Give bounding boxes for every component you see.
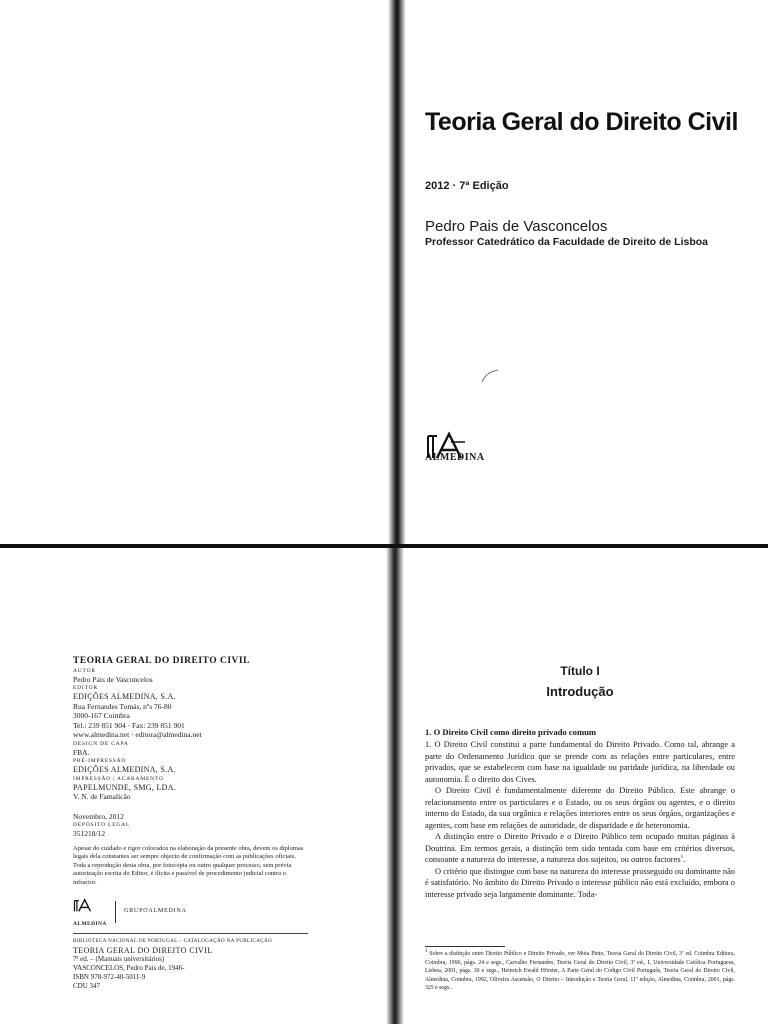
book-title: Teoria Geral do Direito Civil bbox=[425, 108, 738, 136]
footnote-number: 1 bbox=[425, 949, 428, 955]
publication-date: Novembro, 2012 bbox=[73, 811, 124, 821]
almedina-logo-icon bbox=[425, 424, 495, 470]
author-value: Pedro Pais de Vasconcelos bbox=[73, 674, 153, 684]
cover-value: FBA. bbox=[73, 747, 90, 757]
title-label: Título I bbox=[560, 664, 600, 678]
publisher-address-1: Rua Fernandes Tomás, nºs 76-80 bbox=[73, 701, 172, 711]
paragraph-3-text: A distinção entre o Direito Privado e o Direito Público tem ocupado muitas páginas à Doutrina. Em termos gerais, a distinção tem sido tentada com base em critérios diversos, consoante a natureza do interesse, a natureza dos sujeitos, ou outros factores bbox=[425, 832, 735, 864]
publisher-name: EDIÇÕES ALMEDINA, S.A. bbox=[73, 692, 176, 701]
catalog-title: TEORIA GERAL DO DIREITO CIVIL bbox=[73, 946, 213, 955]
paragraph-4: O critério que distingue com base na natureza do interesse prosseguido ou dominante não é satisfatório. No âmbito do Direito Privado o interesse público não está excluído, embora o interesse privado seja largamente dominante. Toda- bbox=[425, 866, 735, 899]
author-label: AUTOR bbox=[73, 667, 96, 674]
spread-divider bbox=[0, 544, 768, 548]
catalog-isbn: ISBN 978-972-40-5011-9 bbox=[73, 973, 146, 981]
cover-label: DESIGN DE CAPA bbox=[73, 740, 129, 747]
book-binding-shadow-bottom bbox=[386, 548, 404, 1024]
footnote-text: Sobre a distinção entre Direito Público e Direito Privado, ver Mota Pinto, Teoria Geral do Direito Civil, 3ª ed. Coimbra Editora, Coimbra, 1996, págs. 24 e segs., Carvalho Fernandes, Teoria Geral do Direito Civil, 3ª ed., I, Universidade Católica Portuguesa, Lisboa, 2001, págs. 30 e segs., Heinrich Ewald Hörster, A Parte Geral do Código Civil Português, Teoria Geral do Direito Civil, Almedina, Coimbra, 1992, Oliveira Ascensão, O Direito – Introdução e Teoria Geral, 11ª edição, Almedina, Coimbra, 2001, págs. 325 e segs.. bbox=[425, 951, 735, 992]
printing-place: V. N. de Famalicão bbox=[73, 792, 131, 801]
title-name: Introdução bbox=[546, 684, 614, 699]
publisher-label: EDITOR bbox=[73, 685, 98, 691]
paragraph-2: O Direito Civil é fundamentalmente diferente do Direito Público. Este abrange o relacionamento entre os particulares e o Estado, ou os seus órgãos ou agentes, e o direito interno do Estado, da sua orgânica e relações interiores entre os seus órgãos, organizações e agentes, com base em relações de autoridade, de disparidade e de heteronomia. bbox=[425, 786, 735, 830]
almedina-small-logo-icon bbox=[73, 895, 107, 917]
copyright-block bbox=[73, 657, 333, 991]
legal-notice-2: Toda a reprodução desta obra, por fotocópia ou outro qualquer processo, sem prévia autorização escrita do Editor, é ilícita e passível de procedimento judicial contra o infractor. bbox=[73, 861, 292, 886]
legal-notice-1: Apesar do cuidado e rigor colocados na elaboração da presente obra, devem os diplomas legais dela constantes ser sempre objecto de confirmação com as publicações oficiais. bbox=[73, 844, 304, 860]
author-name: Pedro Pais de Vasconcelos bbox=[425, 218, 608, 235]
paragraph-3 bbox=[425, 831, 735, 866]
author-role: Professor Catedrático da Faculdade de Direito de Lisboa bbox=[425, 236, 708, 248]
edition-line: 2012 · 7ª Edição bbox=[425, 180, 509, 192]
section-heading: 1. O Direito Civil como direito privado comum bbox=[425, 727, 597, 737]
copyright-logo-row bbox=[73, 895, 333, 929]
publisher-web: www.almedina.net · editora@almedina.net bbox=[73, 730, 202, 739]
legal-deposit-value: 351218/12 bbox=[73, 829, 106, 838]
footnote-rule bbox=[425, 946, 505, 947]
copyright-logo bbox=[73, 895, 107, 929]
paragraph-3-end: . bbox=[683, 855, 686, 864]
catalog-edition: 7ª ed. – (Manuais universitários) bbox=[73, 955, 165, 963]
copyright-title: TEORIA GERAL DO DIREITO CIVIL bbox=[73, 656, 250, 666]
catalog-cdu: CDU 347 bbox=[73, 982, 101, 990]
copyright-logo-text: ALMEDINA bbox=[73, 920, 107, 927]
legal-deposit-label: DEPÓSITO LEGAL bbox=[73, 822, 131, 828]
footnote bbox=[425, 950, 735, 993]
printing-label: IMPRESSÃO | ACABAMENTO bbox=[73, 775, 164, 782]
logo-separator bbox=[115, 901, 116, 923]
footnote-ref: 1 bbox=[680, 855, 684, 861]
catalog-label: BIBLIOTECA NACIONAL DE PORTUGAL – CATALOGAÇÃO NA PUBLICAÇÃO bbox=[73, 939, 273, 944]
preprint-value: EDIÇÕES ALMEDINA, S.A. bbox=[73, 765, 176, 774]
catalog-rule bbox=[73, 933, 308, 934]
pen-mark-icon bbox=[480, 368, 500, 384]
publisher-phone: Tel.: 239 851 904 · Fax: 239 851 901 bbox=[73, 720, 185, 730]
publisher-address-2: 3000-167 Coimbra bbox=[73, 711, 130, 720]
preprint-label: PRÉ-IMPRESSÃO bbox=[73, 758, 127, 764]
chapter-body bbox=[425, 739, 735, 900]
book-binding-shadow-top bbox=[388, 0, 406, 545]
printing-value: PAPELMUNDE, SMG, LDA. bbox=[73, 782, 177, 792]
publisher-logo-text: ALMEDINA bbox=[425, 452, 485, 463]
paragraph-1: 1. O Direito Civil constitui a parte fundamental do Direito Privado. Como tal, abrange a parte do Ordenamento Jurídico que se prende com as relações entre particulares, entre privados, que se estabelecem com base na igualdade ou paridade jurídica, na liberdade ou autonomia. É o direito dos Cives. bbox=[425, 740, 735, 784]
group-name: GRUPOALMEDINA bbox=[124, 908, 187, 915]
catalog-author: VASCONCELOS, Pedro Pais de, 1946- bbox=[73, 964, 185, 972]
